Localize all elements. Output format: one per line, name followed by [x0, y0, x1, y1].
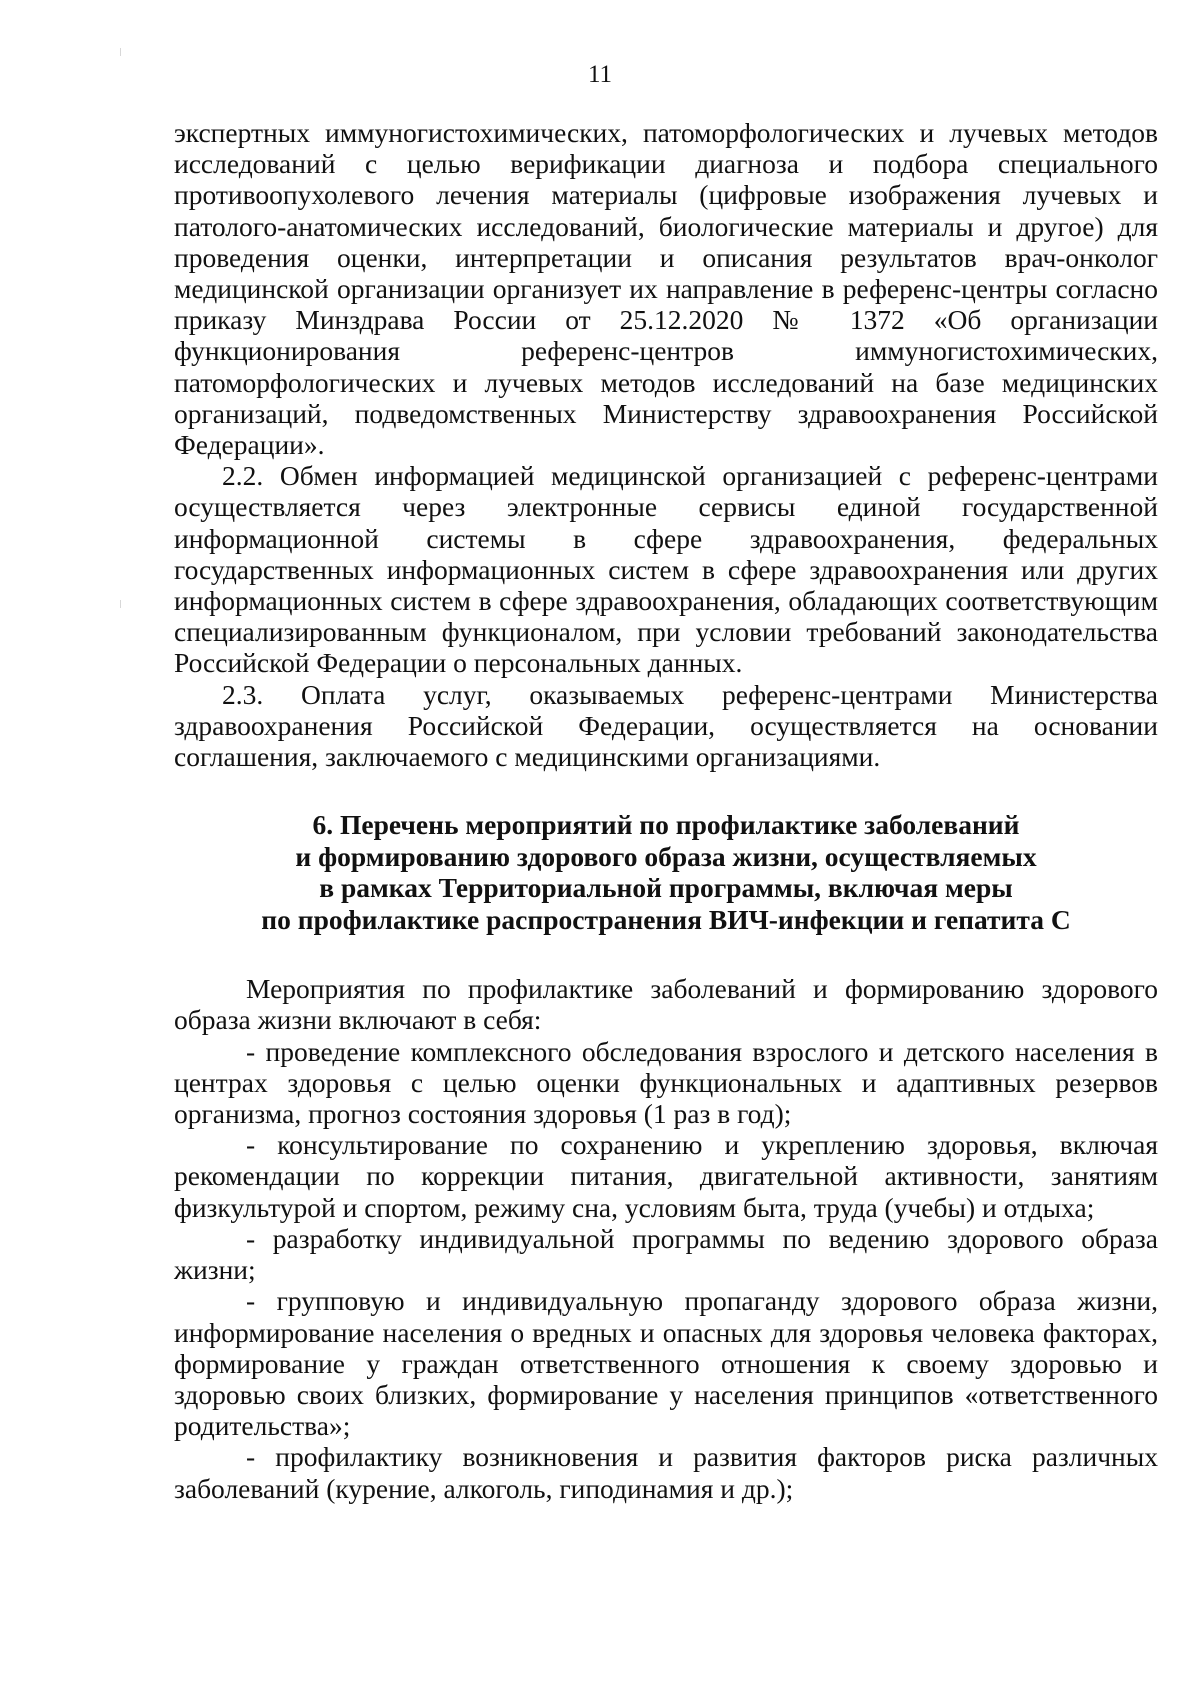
list-item: - профилактику возникновения и развития факторов риска различных заболеваний (курение, алкоголь, гиподинамия и др.); — [174, 1441, 1158, 1504]
list-item: - проведение комплексного обследования взрослого и детского населения в центрах здоровья с целью оценки функциональных и адаптивных резервов организма, прогноз состояния здоровья (1 раз в год); — [174, 1035, 1158, 1130]
list-item: - групповую и индивидуальную пропаганду здорового образа жизни, информирование населения о вредных и опасных для здоровья человека факторах, формирование у граждан ответственного отношения к своему здоровью и здоровью своих близких, формирование у населения принципов «ответственного родительства»; — [174, 1285, 1158, 1442]
page-number: 11 — [587, 61, 613, 88]
page-content — [174, 117, 1158, 1504]
section-lead-paragraph: Мероприятия по профилактике заболеваний и формированию здорового образа жизни включают в себя: — [174, 973, 1158, 1036]
clause-2-2: 2.2. Обмен информацией медицинской организацией с референс-центрами осуществляется через электронные сервисы единой государственной информационной системы в сфере здравоохранения, федеральных государственных информационных систем в сфере здравоохранения или других информационных систем в сфере здравоохранения, обладающих соответствующим специализированным функционалом, при условии требований законодательства Российской Федерации о персональных данных. — [174, 460, 1158, 679]
section-title-line: в рамках Территориальной программы, включая меры — [319, 872, 1013, 904]
section-title-line: и формированию здорового образа жизни, осуществляемых — [295, 840, 1037, 872]
section-title-line: 6. Перечень мероприятий по профилактике заболеваний — [312, 809, 1020, 841]
scan-margin-mark — [120, 600, 121, 608]
intro-paragraph: экспертных иммуногистохимических, патоморфологических и лучевых методов исследований с целью верификации диагноза и подбора специального противоопухолевого лечения материалы (цифровые изображения лучевых и патолого-анатомических исследований, биологические материалы и другое) для проведения оценки, интерпретации и описания результатов врач-онколог медицинской организации организует их направление в референс-центры согласно приказу Минздрава России от 25.12.2020 № 1372 «Об организации функционирования референс-центров иммуногистохимических, патоморфологических и лучевых методов исследований на базе медицинских организаций, подведомственных Министерству здравоохранения Российской Федерации». — [174, 117, 1158, 461]
section-title — [174, 809, 1158, 935]
list-item: - консультирование по сохранению и укреплению здоровья, включая рекомендации по коррекции питания, двигательной активности, занятиям физкультурой и спортом, режиму сна, условиям быта, труда (учебы) и отдыха; — [174, 1129, 1158, 1223]
list-item: - разработку индивидуальной программы по ведению здорового образа жизни; — [174, 1222, 1158, 1286]
section-title-line: по профилактике распространения ВИЧ-инфекции и гепатита С — [261, 903, 1071, 935]
clause-2-3: 2.3. Оплата услуг, оказываемых референс-центрами Министерства здравоохранения Российской Федерации, осуществляется на основании соглашения, заключаемого с медицинскими организациями. — [174, 678, 1158, 773]
scan-margin-mark — [120, 48, 121, 56]
